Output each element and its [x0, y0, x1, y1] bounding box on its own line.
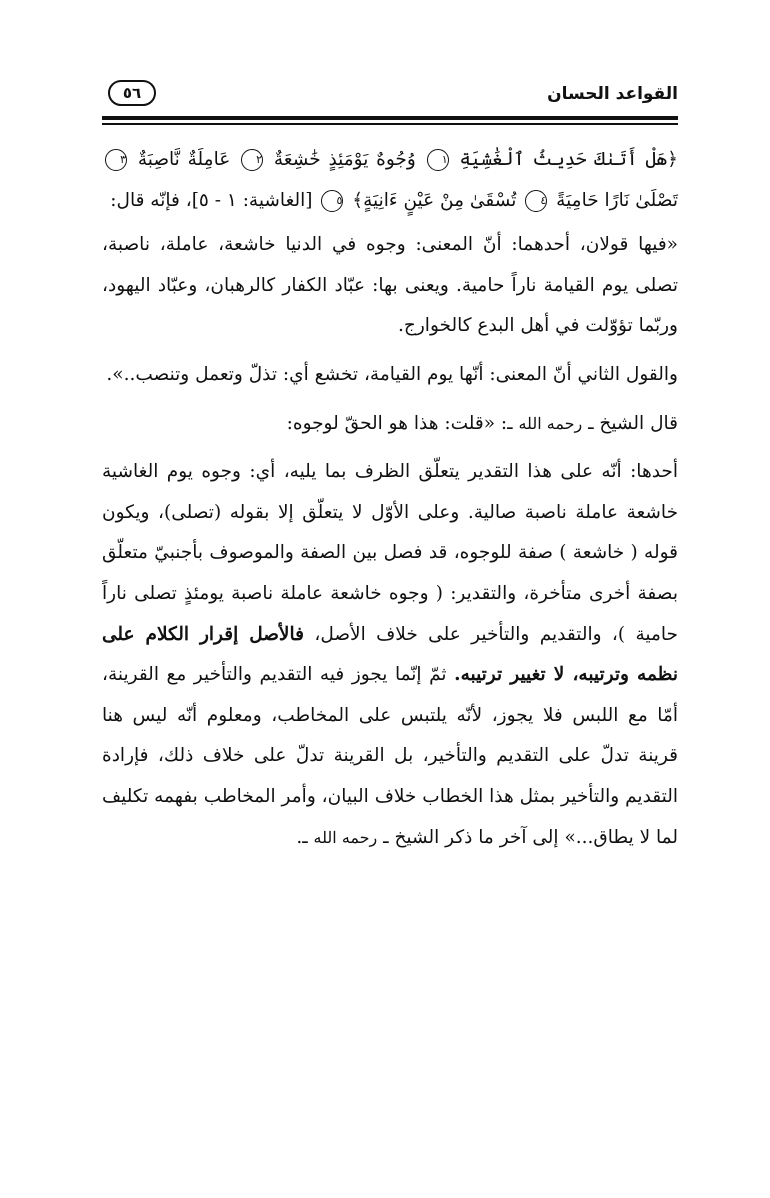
page-number: ٥٦	[108, 80, 156, 106]
ayah-marker-1: ١	[427, 149, 449, 171]
verse-segment-2: وُجُوهٌ يَوْمَئِذٍ خَٰشِعَةٌ	[273, 149, 416, 170]
header-rule-thin	[102, 123, 678, 125]
argument-end: ـ.	[296, 826, 308, 848]
shaykh-intro: قال الشيخ ـ	[588, 412, 678, 434]
argument-paragraph	[102, 452, 678, 858]
body-text	[102, 140, 678, 866]
shaykh-quote: ـ: «قلت: هذا هو الحقّ لوجوه:	[286, 412, 513, 434]
ayah-marker-3: ٣	[105, 149, 127, 171]
running-title: القواعد الحسان	[547, 84, 678, 104]
shaykh-statement	[102, 404, 678, 445]
argument-bold-principle: فالأصل إقرار الكلام على نظمه وترتيبه، لا تغيير ترتيبه.	[102, 623, 678, 686]
verse-segment-4: تَصْلَىٰ نَارًا حَامِيَةً	[556, 189, 678, 211]
quote-paragraph-1: «فيها قولان، أحدهما: أنّ المعنى: وجوه في الدنيا خاشعة، عاملة، ناصبة، تصلى يوم القيامة ناراً حامية. ويعنى بها: عبّاد الكفار كالرهبان، وعبّاد اليهود، وربّما تؤوّلت في أهل البدع كالخوارج.	[102, 234, 678, 337]
ayah-marker-4: ٤	[525, 190, 547, 212]
header-rule-thick	[102, 116, 678, 120]
verse-segment-5: تُسْقَىٰ مِنْ عَيْنٍ ءَانِيَةٍ﴾	[352, 189, 517, 211]
argument-part-2: ثمّ إنّما يجوز فيه التقديم والتأخير مع القرينة، أمّا مع اللبس فلا يجوز، لأنّه يلتبس على المخاطب، ومعلوم أنّه ليس هنا قرينة تدلّ على التقديم والتأخير، بل القرينة تدلّ على خلاف ذلك، فإرادة التقديم والتأخير بمثل هذا الخطاب خلاف البيان، وأمر المخاطب بفهمه تكليف لما لا يطاق...» إلى آخر ما ذكر الشيخ ـ	[102, 664, 678, 848]
quran-verse	[102, 140, 678, 221]
verse-reference: [الغاشية: ١ - ٥]، فإنّه قال:	[110, 189, 313, 211]
ayah-marker-5: ٥	[321, 190, 343, 212]
honorific: رحمه الله	[518, 413, 583, 433]
verse-segment-3: عَامِلَةٌ نَّاصِبَةٌ	[137, 149, 231, 170]
ayah-marker-2: ٢	[241, 149, 263, 171]
verse-segment-1: ﴿هَلْ أَتَىٰكَ حَدِيثُ ٱلْغَٰشِيَةِ	[459, 149, 678, 170]
honorific-end: رحمه الله	[313, 827, 378, 847]
page-header	[102, 78, 678, 112]
argument-part-1: أحدها: أنّه على هذا التقدير يتعلّق الظرف بما يليه، أي: وجوه يوم الغاشية خاشعة عاملة ناصبة صالية. وعلى الأوّل لا يتعلّق إلا بقوله (تصلى)، ويكون قوله ( خاشعة ) صفة للوجوه، قد فصل بين الصفة والموصوف بأجنبيّ متعلّق بصفة أخرى متأخرة، والتقدير: ( وجوه خاشعة عاملة ناصبة يومئذٍ تصلى ناراً حامية )، والتقديم والتأخير على خلاف الأصل،	[102, 461, 679, 645]
quote-paragraph-2: والقول الثاني أنّ المعنى: أنّها يوم القيامة، تخشع أي: تذلّ وتعمل وتنصب..».	[106, 363, 678, 385]
